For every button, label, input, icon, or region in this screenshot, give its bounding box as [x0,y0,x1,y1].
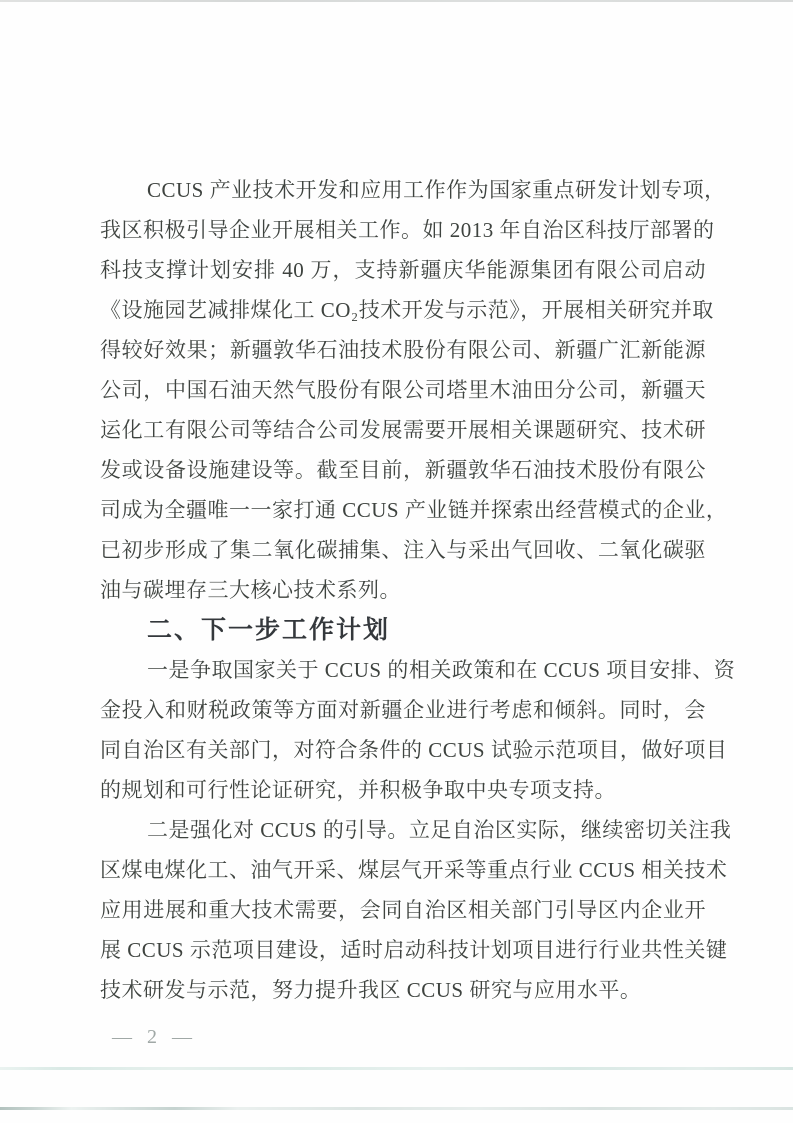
text-line: 已初步形成了集二氧化碳捕集、注入与采出气回收、二氧化碳驱 [100,538,706,562]
scan-edge-top [0,0,793,2]
text-line: 金投入和财税政策等方面对新疆企业进行考虑和倾斜。同时，会 [100,698,706,722]
scan-artifact-line [0,1067,793,1070]
text-line: 司成为全疆唯一一家打通 CCUS 产业链并探索出经营模式的企业， [100,498,728,522]
section-heading: 二、下一步工作计划 [147,616,391,644]
text-line: 区煤电煤化工、油气开采、煤层气开采等重点行业 CCUS 相关技术 [100,858,728,882]
text-line: 发或设备设施建设等。截至目前，新疆敦华石油技术股份有限公 [100,458,706,482]
scan-artifact-line [0,1107,793,1110]
text-line: 应用进展和重大技术需要，会同自治区相关部门引导区内企业开 [100,898,706,922]
text-line: 科技支撑计划安排 40 万，支持新疆庆华能源集团有限公司启动 [100,258,706,282]
text-line: 《设施园艺减排煤化工 CO₂技术开发与示范》，开展相关研究并取 [100,298,714,322]
text-line: 一是争取国家关于 CCUS 的相关政策和在 CCUS 项目安排、资 [147,658,736,682]
text-line: 二是强化对 CCUS 的引导。立足自治区实际，继续密切关注我 [147,818,732,842]
text-line: 公司，中国石油天然气股份有限公司塔里木油田分公司，新疆天 [100,378,706,402]
text-line: 同自治区有关部门，对符合条件的 CCUS 试验示范项目，做好项目 [100,738,728,762]
page-number: — 2 — [112,1026,197,1048]
text-line: 技术研发与示范，努力提升我区 CCUS 研究与应用水平。 [100,978,642,1002]
text-line: 得较好效果；新疆敦华石油技术股份有限公司、新疆广汇新能源 [100,338,706,362]
text-line: 油与碳埋存三大核心技术系列。 [100,578,401,602]
text-line: 运化工有限公司等结合公司发展需要开展相关课题研究、技术研 [100,418,706,442]
text-line: 的规划和可行性论证研究，并积极争取中央专项支持。 [100,778,616,802]
text-line: CCUS 产业技术开发和应用工作作为国家重点研发计划专项， [147,178,726,202]
text-block [100,170,736,1010]
text-line: 展 CCUS 示范项目建设，适时启动科技计划项目进行行业共性关键 [100,938,728,962]
text-line: 我区积极引导企业开展相关工作。如 2013 年自治区科技厅部署的 [100,218,715,242]
